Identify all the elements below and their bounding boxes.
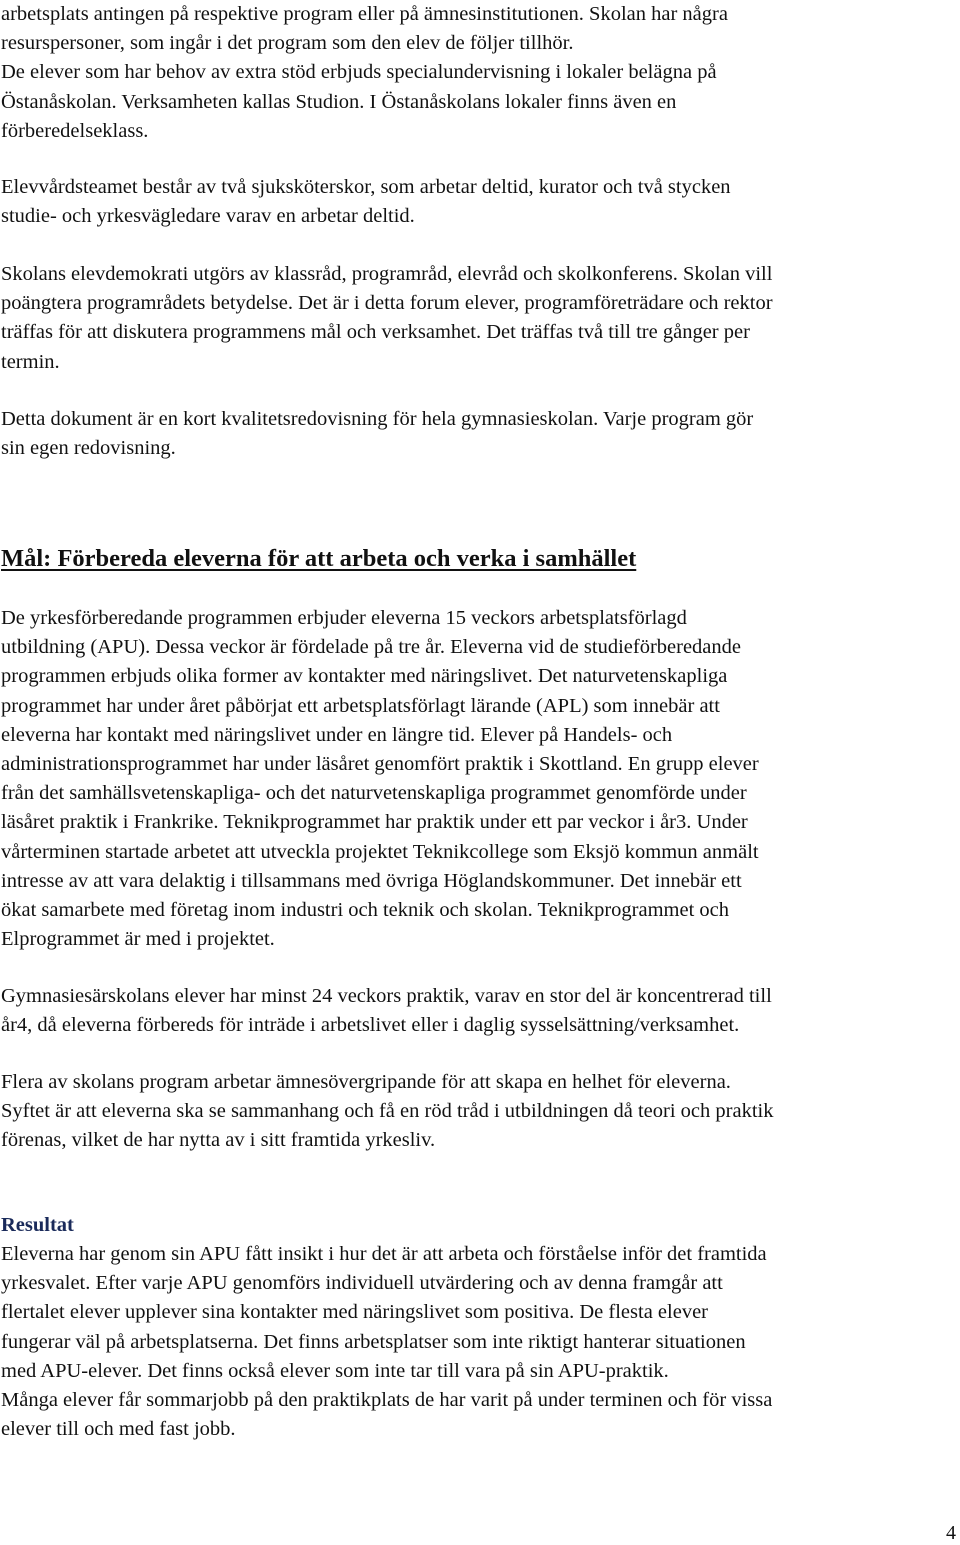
text-line: vårterminen startade arbetet att utveckla projektet Teknikcollege som Eksjö kommun anmält <box>1 840 759 863</box>
paragraph-intro <box>1 0 959 146</box>
text-line: Flera av skolans program arbetar ämnesövergripande för att skapa en helhet för eleverna. <box>1 1071 731 1093</box>
text-line: Elevvårdsteamet består av två sjuksköterskor, som arbetar deltid, kurator och två stycken <box>1 176 731 198</box>
paragraph-elevvardsteam <box>1 173 959 231</box>
paragraph-apu <box>1 604 959 954</box>
text-line: programmet har under året påbörjat ett arbetsplatsförlagt lärande (APL) som innebär att <box>1 694 720 717</box>
text-line: från det samhällsvetenskapliga- och det naturvetenskapliga programmet genomförde under <box>1 782 747 805</box>
text-line: med APU-elever. Det finns också elever som inte tar till vara på sin APU-praktik. <box>1 1359 669 1382</box>
text-line: ökat samarbete med företag inom industri och teknik och skolan. Teknikprogrammet och <box>1 898 730 921</box>
text-line: Syftet är att eleverna ska se sammanhang och få en röd tråd i utbildningen då teori och praktik <box>1 1100 774 1123</box>
paragraph-dokument <box>1 405 959 463</box>
text-line: studie- och yrkesvägledare varav en arbetar deltid. <box>1 205 415 228</box>
goal-heading: Mål: Förbereda eleverna för att arbeta och verka i samhället <box>1 545 637 572</box>
page-number: 4 <box>946 1522 956 1544</box>
text-line: yrkesvalet. Efter varje APU genomförs individuell utvärdering och av denna framgår att <box>1 1272 723 1295</box>
text-line: arbetsplats antingen på respektive program eller på ämnesinstitutionen. Skolan har några <box>1 3 728 25</box>
paragraph-resultat <box>1 1240 959 1444</box>
text-line: Eleverna har genom sin APU fått insikt i hur det är att arbeta och förståelse inför det framtida <box>1 1243 767 1265</box>
text-line: De yrkesförberedande programmen erbjuder eleverna 15 veckors arbetsplatsförlagd <box>1 607 687 629</box>
text-line: elever till och med fast jobb. <box>1 1418 236 1441</box>
text-line: år4, då eleverna förbereds för inträde i arbetslivet eller i daglig sysselsättning/verksamhet. <box>1 1014 740 1037</box>
text-line: utbildning (APU). Dessa veckor är fördelade på tre år. Eleverna vid de studieförberedande <box>1 636 741 659</box>
text-line: förberedelseklass. <box>1 119 149 142</box>
paragraph-amnesovergripande <box>1 1068 959 1156</box>
text-line: Östanåskolan. Verksamheten kallas Studion. I Östanåskolans lokaler finns även en <box>1 90 677 113</box>
paragraph-elevdemokrati <box>1 260 959 377</box>
paragraph-gymnasiesarskola <box>1 982 959 1040</box>
text-line: träffas för att diskutera programmens mål och verksamhet. Det träffas två till tre gånger per <box>1 321 750 344</box>
text-line: flertalet elever upplever sina kontakter med näringslivet som positiva. De flesta elever <box>1 1301 708 1324</box>
text-line: Skolans elevdemokrati utgörs av klassråd, programråd, elevråd och skolkonferens. Skolan vill <box>1 263 773 285</box>
text-line: sin egen redovisning. <box>1 437 176 460</box>
text-line: Gymnasiesärskolans elever har minst 24 veckors praktik, varav en stor del är koncentrerad till <box>1 985 772 1007</box>
text-line: Elprogrammet är med i projektet. <box>1 928 275 951</box>
text-line: Detta dokument är en kort kvalitetsredovisning för hela gymnasieskolan. Varje program gör <box>1 408 754 430</box>
text-line: programmen erbjuds olika former av kontakter med näringslivet. Det naturvetenskapliga <box>1 665 728 688</box>
result-heading: Resultat <box>1 1214 74 1236</box>
text-line: resurspersoner, som ingår i det program som den elev de följer tillhör. <box>1 32 574 55</box>
text-line: administrationsprogrammet har under läsåret genomfört praktik i Skottland. En grupp elever <box>1 752 759 775</box>
text-line: eleverna har kontakt med näringslivet under en längre tid. Elever på Handels- och <box>1 723 673 746</box>
text-line: läsåret praktik i Frankrike. Teknikprogrammet har praktik under ett par veckor i år3. Under <box>1 811 748 834</box>
text-line: intresse av att vara delaktig i tillsammans med övriga Höglandskommuner. Det innebär ett <box>1 869 742 892</box>
text-line: De elever som har behov av extra stöd erbjuds specialundervisning i lokaler belägna på <box>1 61 717 84</box>
text-line: poängtera programrådets betydelse. Det är i detta forum elever, programföreträdare och rektor <box>1 292 773 315</box>
text-line: förenas, vilket de har nytta av i sitt framtida yrkesliv. <box>1 1129 436 1152</box>
text-line: Många elever får sommarjobb på den praktikplats de har varit på under terminen och för vissa <box>1 1388 773 1411</box>
text-line: termin. <box>1 350 60 373</box>
text-line: fungerar väl på arbetsplatserna. Det finns arbetsplatser som inte riktigt hanterar situationen <box>1 1330 746 1353</box>
